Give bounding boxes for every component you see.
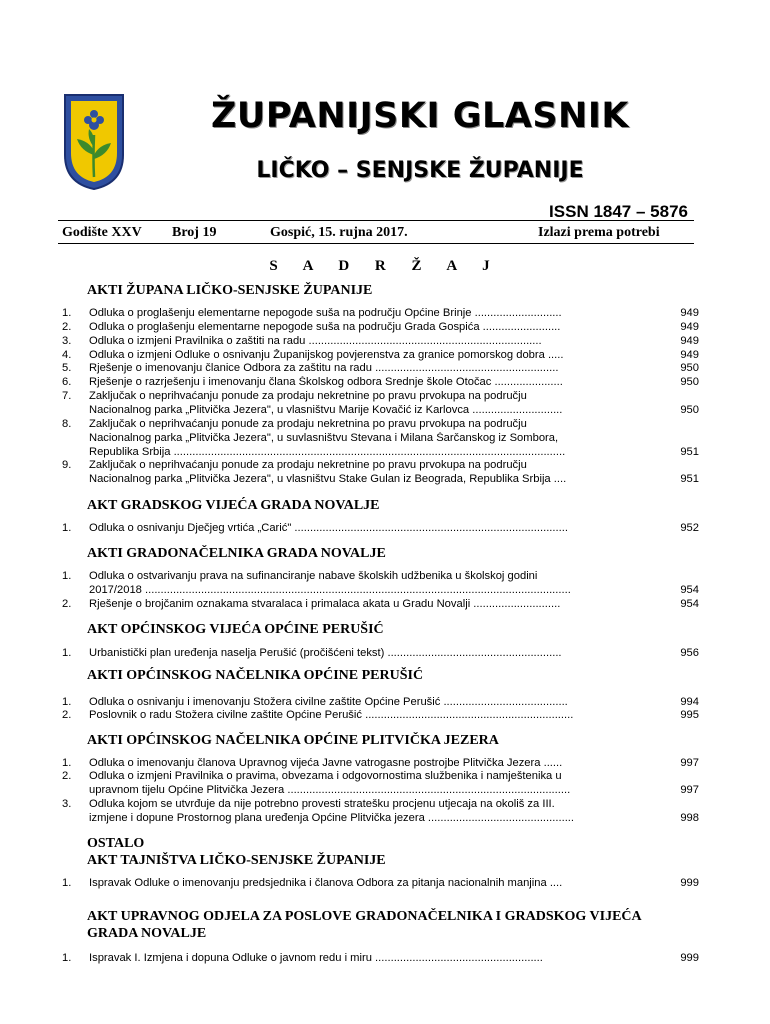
toc-entry-page: 999 xyxy=(680,877,699,889)
toc-entry-number: 9. xyxy=(62,459,72,471)
issue-meta-bar xyxy=(62,225,688,243)
toc-entry-page: 999 xyxy=(680,952,699,964)
section-heading xyxy=(87,835,386,869)
section-title-line2: GRADA NOVALJE xyxy=(87,926,207,941)
toc-entry-page: 949 xyxy=(680,335,699,347)
toc-entry-page: 951 xyxy=(680,472,699,485)
toc-entry-number: 5. xyxy=(62,362,72,374)
toc-entry-text-line: Poslovnik o radu Stožera civilne zaštite Općine Perušić ................................................................... xyxy=(89,709,574,721)
toc-entry-page: 956 xyxy=(680,647,699,659)
toc-entry-text-line: Odluka o izmjeni Pravilnika o pravima, obvezama i odgovornostima službenika i namještenika u xyxy=(89,770,562,782)
toc-entry-page: 950 xyxy=(680,362,699,374)
section-title: AKTI GRADONAČELNIKA GRADA NOVALJE xyxy=(87,546,386,561)
toc-entry-text-line: Odluka o ostvarivanju prava na sufinanciranje nabave školskih udžbenika u školskoj godini xyxy=(89,570,538,582)
toc-entry-number: 1. xyxy=(62,952,72,964)
toc-entry-text-line: upravnom tijelu Općine Plitvička Jezera ........................................................................................... xyxy=(89,783,571,796)
toc-entry-number: 2. xyxy=(62,598,72,610)
header-rule-bottom xyxy=(58,243,694,244)
toc-entry-number: 7. xyxy=(62,390,72,402)
toc-entry-text-line: izmjene i dopune Prostornog plana uređenja Općine Plitvička jezera ............................................... xyxy=(89,811,575,824)
toc-entry-page: 954 xyxy=(680,583,699,596)
toc-entry-page: 949 xyxy=(680,321,699,333)
toc-entry-page: 950 xyxy=(680,403,699,416)
toc-entry-text-line: Rješenje o razrješenju i imenovanju člana Školskog odbora Srednje škole Otočac ...................... xyxy=(89,376,563,388)
publication-frequency: Izlazi prema potrebi xyxy=(538,225,660,240)
toc-entry-number: 3. xyxy=(62,798,72,810)
toc-entry-number: 1. xyxy=(62,570,72,582)
toc-entry-page: 951 xyxy=(680,445,699,458)
toc-entry-number: 2. xyxy=(62,321,72,333)
toc-entry-number: 2. xyxy=(62,709,72,721)
toc-entry-number: 8. xyxy=(62,418,72,430)
issue-number: Broj 19 xyxy=(172,225,217,240)
publication-subtitle: LIČKO – SENJSKE ŽUPANIJE xyxy=(256,158,584,183)
toc-entry-text-line: Ispravak I. Izmjena i dopuna Odluke o javnom redu i miru ...................................................... xyxy=(89,952,543,964)
toc-entry-text-line: Odluka o osnivanju Dječjeg vrtića „Carić" ........................................................................................ xyxy=(89,522,568,534)
section-heading xyxy=(87,732,499,749)
county-crest-logo xyxy=(63,93,125,191)
toc-entry-number: 1. xyxy=(62,647,72,659)
section-title: AKTI OPĆINSKOG NAČELNIKA OPĆINE PLITVIČKA JEZERA xyxy=(87,733,499,748)
section-title-line2: AKT TAJNIŠTVA LIČKO-SENJSKE ŽUPANIJE xyxy=(87,853,386,868)
year-label: Godište XXV xyxy=(62,225,142,240)
section-heading xyxy=(87,908,642,942)
section-heading xyxy=(87,621,384,638)
section-title: OSTALO xyxy=(87,836,145,851)
section-heading xyxy=(87,282,372,299)
toc-entry-page: 997 xyxy=(680,783,699,796)
toc-entry-page: 952 xyxy=(680,522,699,534)
toc-entry-text-line: Odluka o proglašenju elementarne nepogode suša na području Općine Brinje ............................ xyxy=(89,307,562,319)
toc-entry-number: 1. xyxy=(62,307,72,319)
toc-entry-text-line: Republika Srbija .............................................................................................................................. xyxy=(89,445,566,458)
toc-entry-text-line: Zaključak o neprihvaćanju ponude za prodaju nekretnine po pravu prvokupa na području xyxy=(89,390,527,402)
toc-entry-number: 2. xyxy=(62,770,72,782)
toc-entry-text-line: Rješenje o imenovanju članice Odbora za zaštitu na radu ........................................................... xyxy=(89,362,559,374)
toc-entry-page: 949 xyxy=(680,307,699,319)
toc-entry-page: 997 xyxy=(680,757,699,769)
toc-entry-text-line: Odluka o imenovanju članova Upravnog vijeća Javne vatrogasne postrojbe Plitvička Jezera ...... xyxy=(89,757,563,769)
section-title: AKT UPRAVNOG ODJELA ZA POSLOVE GRADONAČELNIKA I GRADSKOG VIJEĆA xyxy=(87,909,642,924)
toc-entry-page: 949 xyxy=(680,349,699,361)
toc-entry-text-line: Nacionalnog parka „Plitvička Jezera", u vlasništvu Marije Kovačić iz Karlovca ............................. xyxy=(89,403,563,416)
toc-entry-number: 3. xyxy=(62,335,72,347)
contents-heading: S A D R Ž A J xyxy=(269,258,501,274)
issn-number: ISSN 1847 – 5876 xyxy=(549,202,688,221)
section-title: AKTI OPĆINSKOG NAČELNIKA OPĆINE PERUŠIĆ xyxy=(87,668,424,683)
toc-entry-number: 4. xyxy=(62,349,72,361)
toc-entry-number: 1. xyxy=(62,522,72,534)
section-title: AKT GRADSKOG VIJEĆA GRADA NOVALJE xyxy=(87,498,380,513)
section-heading xyxy=(87,497,380,514)
toc-entry-page: 950 xyxy=(680,376,699,388)
toc-entry-text-line: Zaključak o neprihvaćanju ponude za prodaju nekretnina po pravu prvokupa na području xyxy=(89,418,527,430)
section-title: AKTI ŽUPANA LIČKO-SENJSKE ŽUPANIJE xyxy=(87,283,373,298)
toc-entry-page: 994 xyxy=(680,696,699,708)
toc-entry-text-line: Zaključak o neprihvaćanju ponude za prodaju nekretnine po pravu prvokupa na području xyxy=(89,459,527,471)
toc-entry-page: 998 xyxy=(680,811,699,824)
toc-entry-number: 1. xyxy=(62,757,72,769)
header-rule-top xyxy=(58,220,694,221)
publication-title: ŽUPANIJSKI GLASNIK xyxy=(211,96,629,136)
toc-entry-page: 995 xyxy=(680,709,699,721)
toc-entry-text-line: Rješenje o brojčanim oznakama stvaralaca i primalaca akata u Gradu Novalji ............................ xyxy=(89,598,561,610)
toc-entry-text-line: Odluka o proglašenju elementarne nepogode suša na području Grada Gospića ......................... xyxy=(89,321,561,333)
toc-entry-text-line: Nacionalnog parka „Plitvička Jezera", u suvlasništvu Stevana i Milana Šarčanskog iz Sombora, xyxy=(89,431,559,444)
issue-date: Gospić, 15. rujna 2017. xyxy=(270,225,408,240)
toc-entry-text-line: 2017/2018 ......................................................................................................................................... xyxy=(89,583,571,596)
toc-entry-text-line: Odluka o izmjeni Pravilnika o zaštiti na radu ........................................................................... xyxy=(89,335,542,347)
section-heading xyxy=(87,667,423,684)
toc-entry-text-line: Ispravak Odluke o imenovanju predsjednika i članova Odbora za pitanja nacionalnih manjina .... xyxy=(89,877,563,889)
toc-entry-text-line: Odluka o osnivanju i imenovanju Stožera civilne zaštite Općine Perušić ........................................ xyxy=(89,696,568,708)
toc-entry-number: 1. xyxy=(62,696,72,708)
toc-entry-page: 954 xyxy=(680,598,699,610)
section-heading xyxy=(87,545,386,562)
toc-entry-text-line: Odluka o izmjeni Odluke o osnivanju Županijskog povjerenstva za granice pomorskog dobra ..... xyxy=(89,349,564,361)
toc-entry-number: 6. xyxy=(62,376,72,388)
section-title: AKT OPĆINSKOG VIJEĆA OPĆINE PERUŠIĆ xyxy=(87,622,384,637)
toc-entry-text-line: Odluka kojom se utvrđuje da nije potrebno provesti stratešku procjenu utjecaja na okoliš za III. xyxy=(89,798,555,810)
toc-entry-number: 1. xyxy=(62,877,72,889)
toc-entry-text-line: Urbanistički plan uređenja naselja Perušić (pročišćeni tekst) ........................................................ xyxy=(89,647,562,659)
toc-entry-text-line: Nacionalnog parka „Plitvička Jezera", u vlasništvu Stake Gulan iz Beograda, Republika Srbija .... xyxy=(89,472,567,485)
